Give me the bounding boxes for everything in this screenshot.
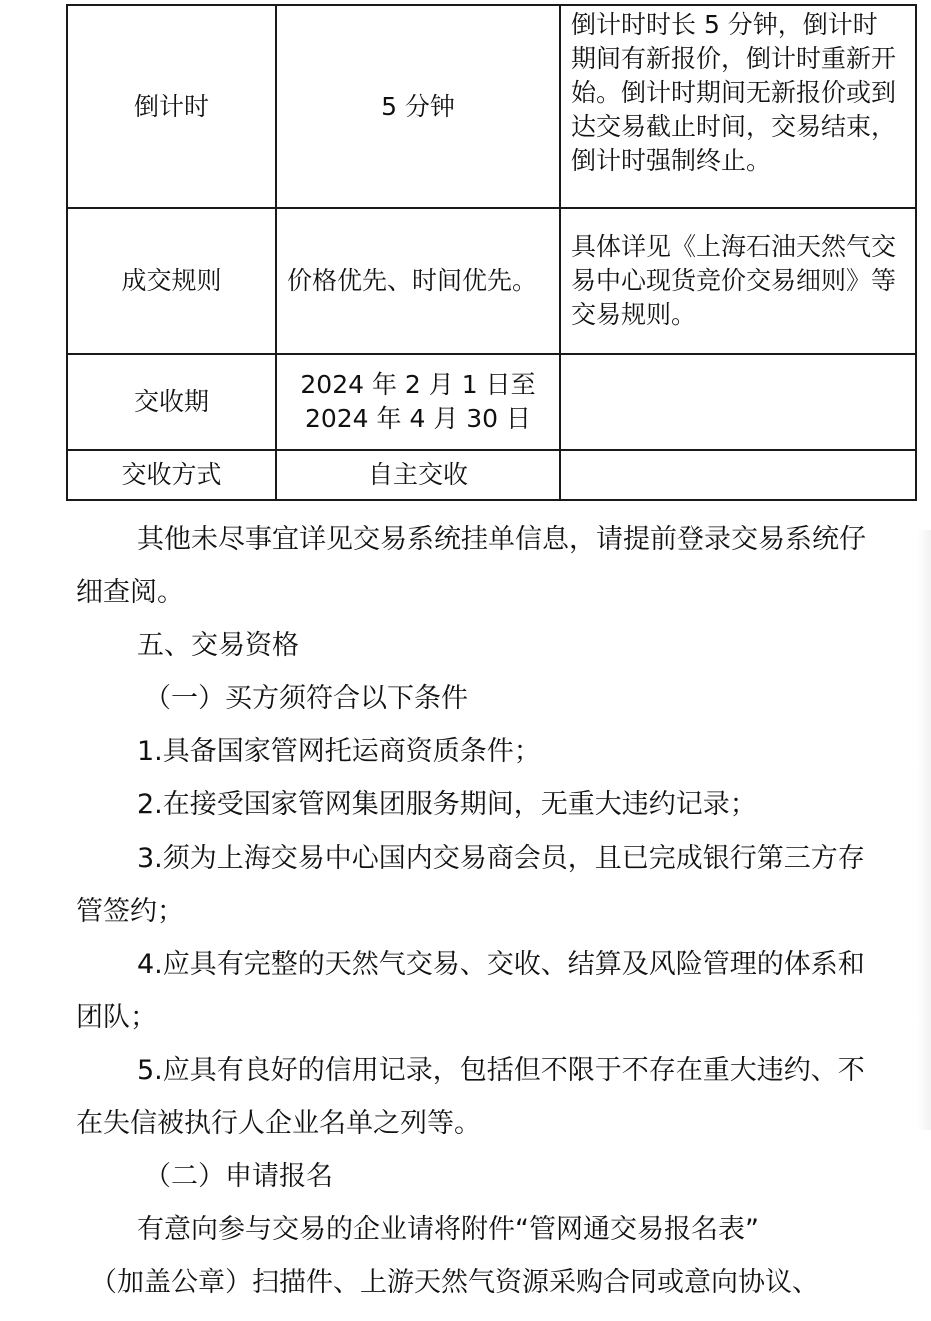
subsection-heading: （一）买方须符合以下条件 — [144, 683, 468, 714]
row-note — [560, 5, 916, 208]
row-value: 自主交收 — [276, 450, 560, 500]
condition-item: 3.须为上海交易中心国内交易商会员，且已完成银行第三方存管签约； — [76, 843, 865, 927]
row-note-text: 倒计时时长 5 分钟，倒计时期间有新报价，倒计时重新开始。倒计时期间无新报价或到达交易截止时间，交易结束，倒计时强制终止。 — [571, 10, 897, 175]
row-label: 交收期 — [67, 354, 276, 450]
table-row — [67, 354, 916, 450]
subsection-heading: （二）申请报名 — [144, 1161, 333, 1192]
condition-item: 5.应具有良好的信用记录，包括但不限于不存在重大违约、不在失信被执行人企业名单之列等。 — [76, 1055, 865, 1139]
table-row — [67, 5, 916, 208]
row-value-line: 2024 年 4 月 30 日 — [304, 404, 532, 433]
row-note — [560, 354, 916, 450]
row-label: 成交规则 — [67, 208, 276, 354]
row-note: 具体详见《上海石油天然气交易中心现货竞价交易细则》等交易规则。 — [560, 208, 916, 354]
condition-item: 1.具备国家管网托运商资质条件； — [137, 736, 541, 767]
condition-item: 4.应具有完整的天然气交易、交收、结算及风险管理的体系和团队； — [76, 949, 865, 1033]
row-note — [560, 450, 916, 500]
section-heading: 五、交易资格 — [137, 630, 299, 661]
paragraph-apply-line: 有意向参与交易的企业请将附件“管网通交易报名表” — [137, 1214, 759, 1245]
table-row — [67, 450, 916, 500]
row-value — [276, 354, 560, 450]
page-edge-shadow — [917, 530, 931, 1130]
table-row — [67, 208, 916, 354]
trading-rules-table — [66, 4, 917, 501]
row-value-line: 2024 年 2 月 1 日至 — [300, 370, 536, 399]
row-label: 倒计时 — [67, 5, 276, 208]
row-value: 5 分钟 — [276, 5, 560, 208]
paragraph-other-matters: 其他未尽事宜详见交易系统挂单信息，请提前登录交易系统仔细查阅。 — [76, 524, 866, 608]
row-label: 交收方式 — [67, 450, 276, 500]
condition-item: 2.在接受国家管网集团服务期间，无重大违约记录； — [137, 789, 757, 820]
row-value: 价格优先、时间优先。 — [276, 208, 560, 354]
paragraph-apply-line: （加盖公章）扫描件、上游天然气资源采购合同或意向协议、 — [90, 1267, 819, 1298]
